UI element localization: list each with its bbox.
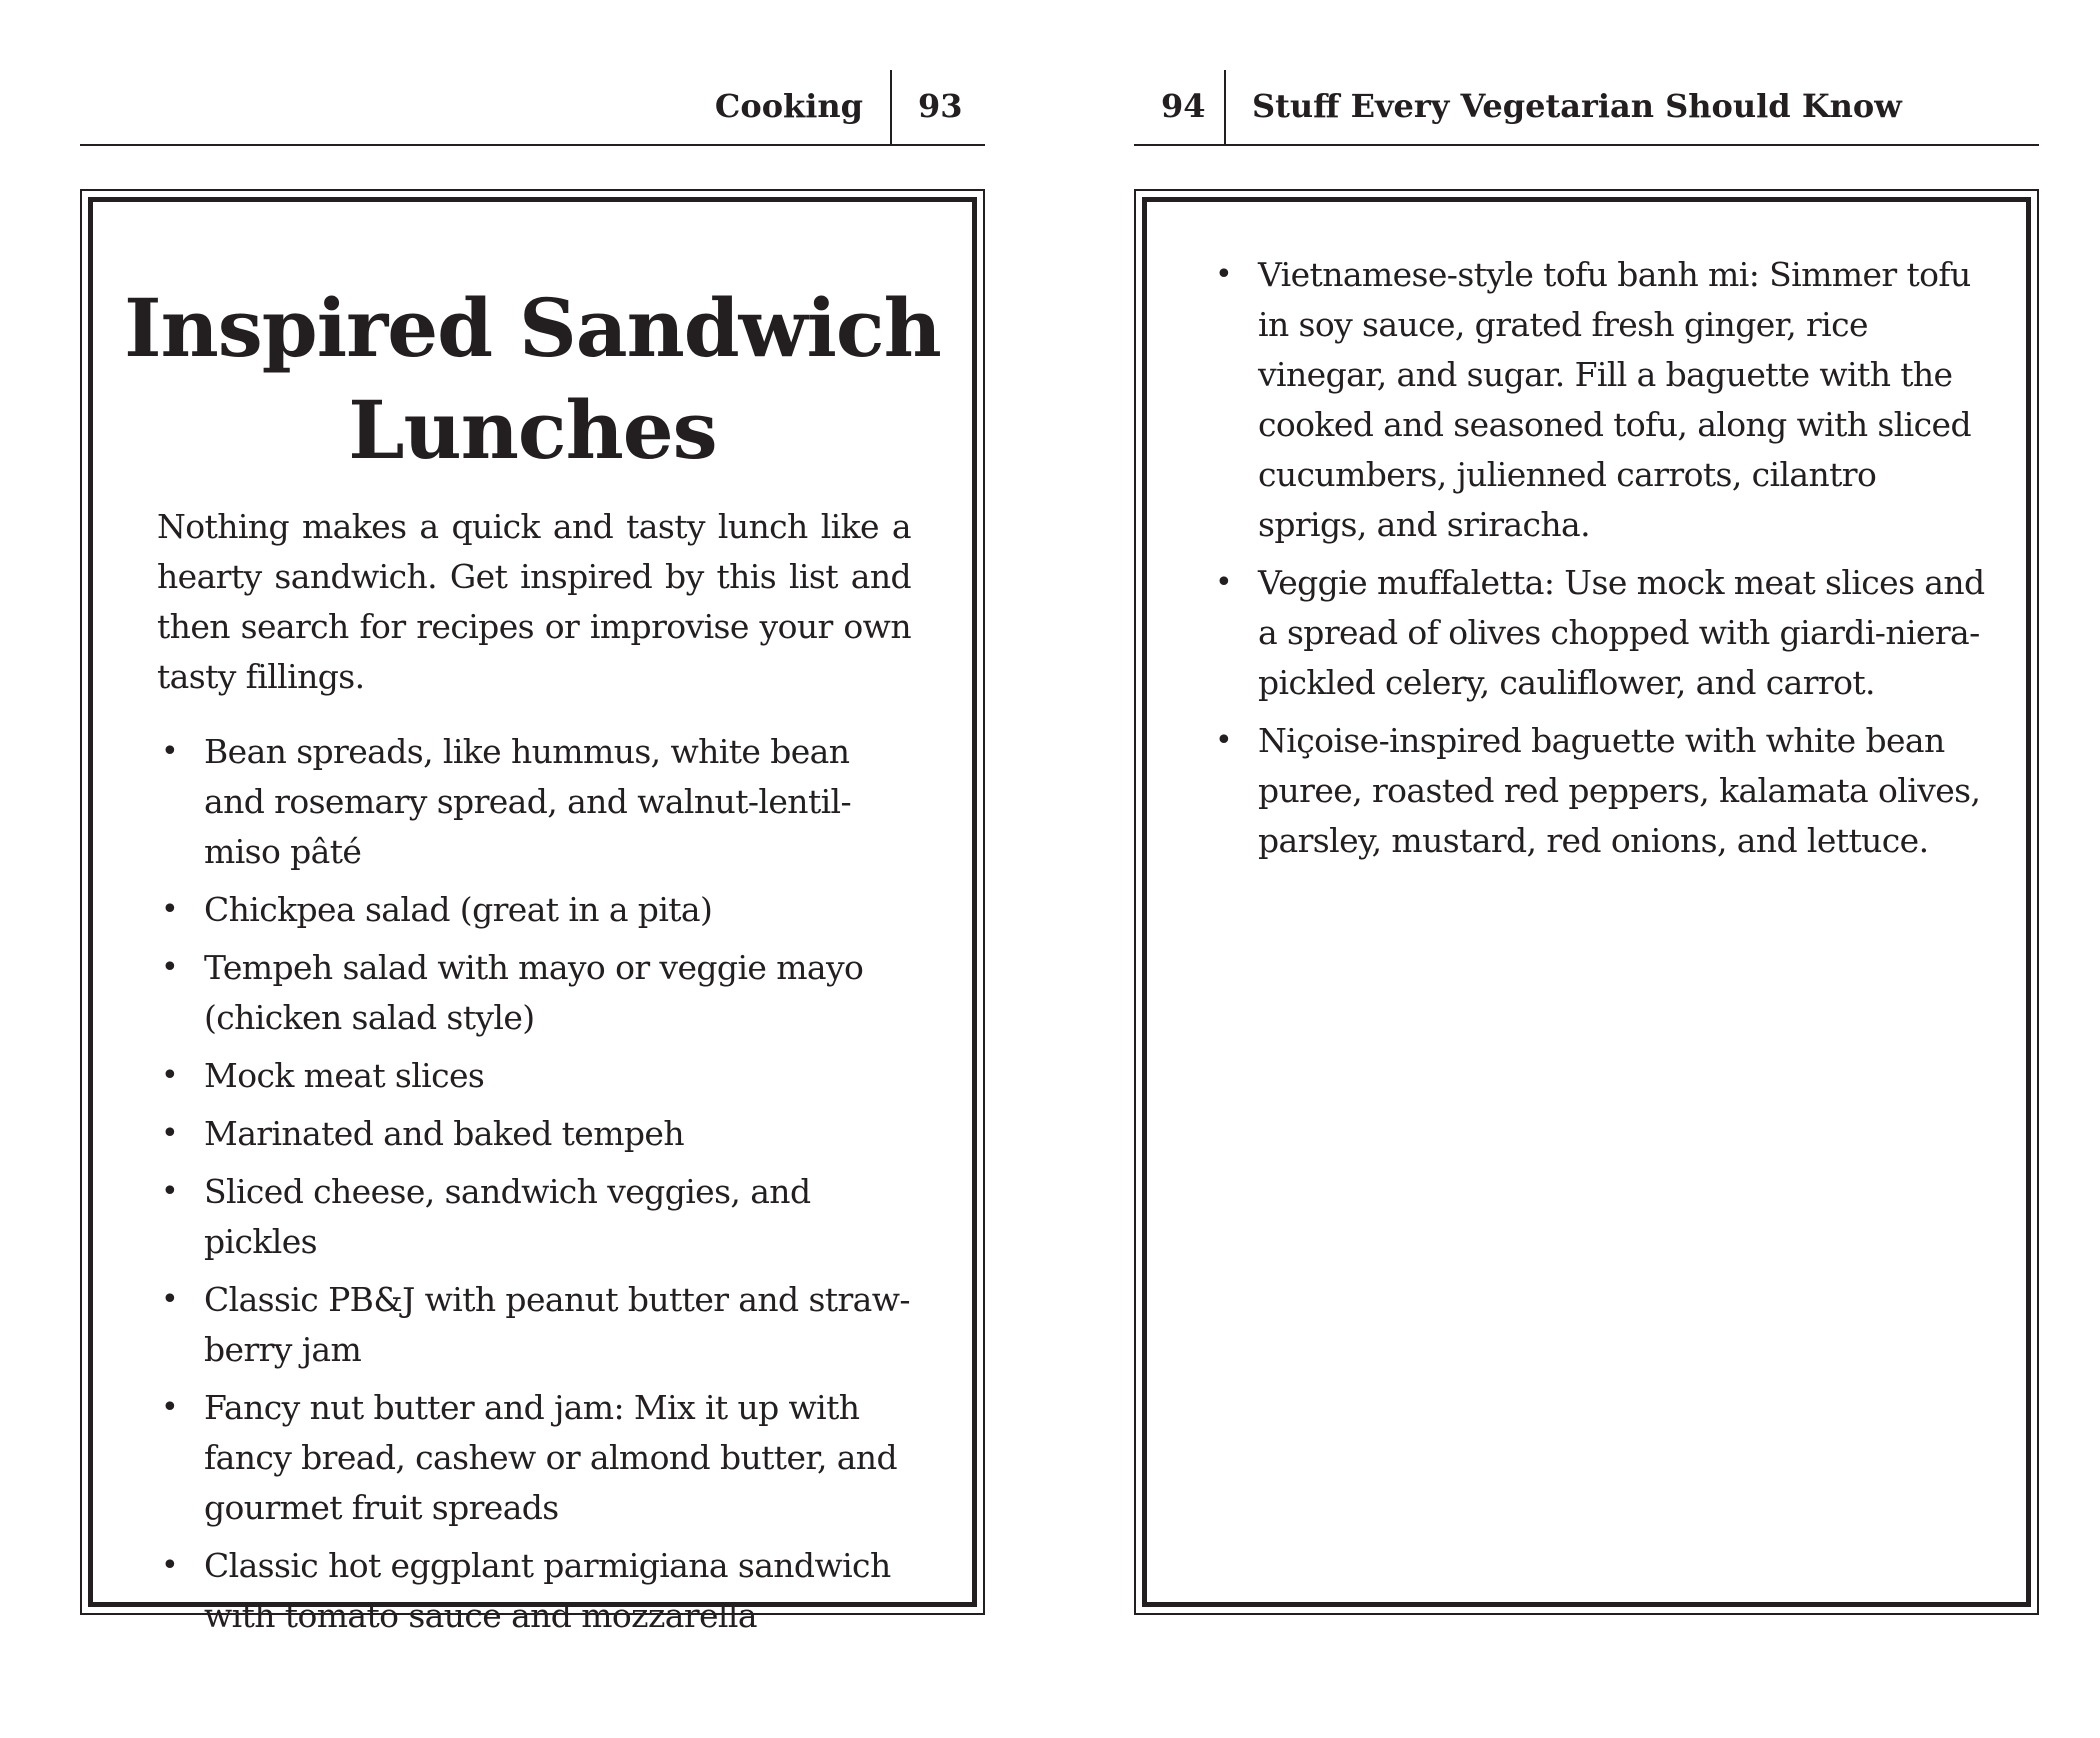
section-title: Cooking: [714, 87, 863, 125]
header-divider: [890, 70, 892, 146]
bullet-icon: •: [1215, 723, 1233, 758]
bullet-icon: •: [161, 1548, 179, 1583]
page-number: 93: [918, 87, 963, 125]
list-item-text: Tempeh salad with mayo or veggie mayo (chicken salad style): [204, 948, 864, 1037]
list-item-text: Fancy nut butter and jam: Mix it up with fancy bread, cashew or almond butter, and gourmet fruit spreads: [204, 1388, 897, 1527]
sandwich-list-continued: [1211, 250, 1986, 874]
bullet-icon: •: [1215, 257, 1233, 292]
list-item-text: Vietnamese-style tofu banh mi: Simmer tofu in soy sauce, grated fresh ginger, rice vinegar, and sugar. Fill a baguette with the cooked and seasoned tofu, along with sliced cucumbers, julienned carrots, cilantro sprigs, and sriracha.: [1258, 255, 1971, 544]
list-item: [157, 943, 917, 1043]
title-line-2: Lunches: [348, 383, 717, 477]
right-running-head: [1134, 70, 2039, 146]
content-frame-inner: [1142, 197, 2031, 1607]
list-item-text: Chickpea salad (great in a pita): [204, 890, 713, 929]
bullet-icon: •: [161, 1058, 179, 1093]
list-item-text: Sliced cheese, sandwich veggies, and pickles: [204, 1172, 811, 1261]
content-frame: [1134, 189, 2039, 1615]
list-item: [157, 1167, 917, 1267]
list-item: [1211, 716, 1986, 866]
bullet-icon: •: [161, 1174, 179, 1209]
list-item-text: Classic hot eggplant parmigiana sandwich with tomato sauce and mozzarella: [204, 1546, 891, 1635]
list-item: [157, 885, 917, 935]
list-item-text: Bean spreads, like hummus, white bean and rosemary spread, and walnut-lentil-miso pâté: [204, 732, 852, 871]
bullet-icon: •: [161, 1116, 179, 1151]
title-line-1: Inspired Sandwich: [124, 281, 941, 375]
list-item: [157, 727, 917, 877]
sandwich-list: [157, 727, 917, 1649]
list-item: [157, 1383, 917, 1533]
left-page: [80, 0, 985, 1738]
left-running-head: [80, 70, 985, 146]
header-divider: [1224, 70, 1226, 146]
bullet-icon: •: [1215, 565, 1233, 600]
bullet-icon: •: [161, 892, 179, 927]
page-number: 94: [1161, 87, 1206, 125]
bullet-icon: •: [161, 950, 179, 985]
content-frame: [80, 189, 985, 1635]
list-item-text: Classic PB&J with peanut butter and straw-berry jam: [204, 1280, 910, 1369]
list-item: [157, 1541, 917, 1641]
page-title: [93, 277, 972, 481]
list-item-text: Mock meat slices: [204, 1056, 485, 1095]
bullet-icon: •: [161, 734, 179, 769]
bullet-icon: •: [161, 1390, 179, 1425]
list-item: [1211, 558, 1986, 708]
book-title: Stuff Every Vegetarian Should Know: [1252, 87, 1902, 125]
list-item: [1211, 250, 1986, 550]
bullet-icon: •: [161, 1282, 179, 1317]
list-item-text: Veggie muffaletta: Use mock meat slices and a spread of olives chopped with giardi-niera-pickled celery, cauliflower, and carrot.: [1258, 563, 1985, 702]
list-item: [157, 1109, 917, 1159]
list-item-text: Marinated and baked tempeh: [204, 1114, 684, 1153]
list-item-text: Niçoise-inspired baguette with white bean puree, roasted red peppers, kalamata olives, parsley, mustard, red onions, and lettuce.: [1258, 721, 1981, 860]
right-page: [1134, 0, 2039, 1738]
intro-paragraph: Nothing makes a quick and tasty lunch like a hearty sandwich. Get inspired by this list and then search for recipes or improvise your own tasty fillings.: [157, 507, 911, 696]
list-item: [157, 1051, 917, 1101]
list-item: [157, 1275, 917, 1375]
content-frame-inner: [88, 197, 977, 1635]
